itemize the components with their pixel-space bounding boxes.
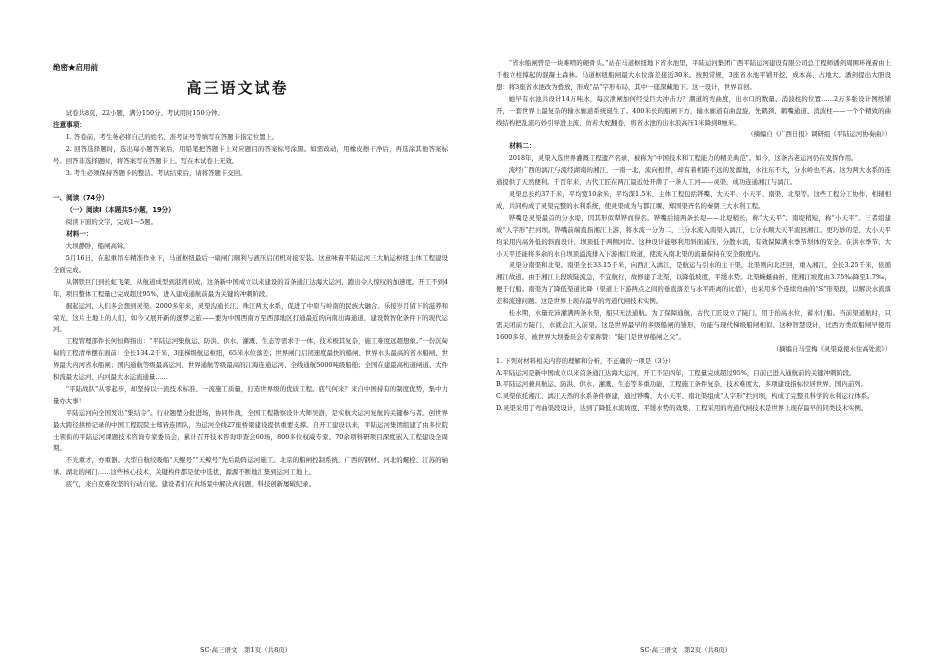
question-stem: 1. 下列对材料相关内容的理解和分析，不正确的一项是（3分） [496,356,675,365]
body-paragraph: 5月16日，在起重吊车精准作业下，马道枢纽最后一扇闸门顺利与液压启闭机对接安装。这意味着平陆运河三大航运枢纽主体工程建设全面完成。 [53,253,448,274]
answer-option [496,379,891,391]
body-paragraph: 从钢铁巨门到长虹飞架，从航道成型到港湾初成，这条新中国成立以来建设的首条通江达海大运河，跑出令人惊叹的加速度。开工不到4年，项目整体工程量已完成超过95%，进入建成通航前最为关键的冲刺阶段。 [53,277,448,298]
note-item: 1. 答卷前，考生务必将自己的姓名、准考证号等填写在答题卡指定位置上。 [65,132,279,141]
page-footer-right: SC·高三语文 第2页（共8页） [640,646,732,654]
instruction: 阅读下面的文字，完成1～5题。 [65,218,158,227]
option-text: 平陆运河是新中国成立以来首条通江达海大运河，开工不足四年，工程量完成超过95%，目前已进入通航前的关键冲刺阶段。 [502,368,856,377]
option-label: B. [496,380,503,389]
option-text: 灵渠采用了弯曲渠段设计，达到了降低水流坡度、平缓水势的效果，工程采用的弯道代闸技术是世界上现存最早的同类技术实例。 [502,404,868,413]
notes-heading: 注意事项： [53,120,86,129]
right-page-column [496,58,891,415]
body-paragraph: 灵渠分南渠和北渠。南渠全长33.15千米，向西汇入漓江，是航运与引水的主干渠。北渠则向北迂回，重入湘江，全长3.25千米，依循湘江故道。由于湘江上段坡陡流急，不宜航行，故修建了北渠，以降低坡度，平缓水势。北渠蜿蜒曲折，使湘江坡度由3.75‰降至1.7‰，便于行船。南渠为了降低渠道比降（渠道上下游两点之间的垂直落差与水平距离的比值），也采用多个连续弯曲的“S”形渠段，以解决水流落差和流速问题。这是世界上现存最早的弯道代闸技术实例。 [496,261,891,306]
body-paragraph: 灵渠总长约37千米，平均宽10余米，平均深1.5米，主体工程包括铧嘴、大天平、小天平、南渠、北渠等。这些工程分工协作，相辅相成，共同构成了灵渠完整的水利系统，使灵渠成为与都江堰、郑国渠齐名的秦朝三大水利工程。 [496,189,891,210]
option-label: A. [496,368,503,377]
subsection-heading: （一）阅读Ⅰ（本题共5小题，19分） [66,206,175,215]
body-paragraph: 流经广西的漓江与流经湖南的湘江，一南一北，流向相背，却有着相距不远的发源地，水往东不大，分水岭也不高。这为两大水系的连通提供了天然便利。千百年来，古代工匠在两江最近处开凿了一条人工河——灵渠，成功连通湘江与漓江。 [496,166,891,187]
body-paragraph: 桂水期，水量充沛灌满两条水渠，船只无法通航。为了保障通航，古代工匠设立了陡门，用于抬高水位，蓄水行船。当前渠道航时，只需关闭前方陡门，水就会汇入前渠。这是世界最早的多级船闸的雏形，功能与现代梯级船闸相似。这种智慧设计，比西方类似船闸早使用1600多年，被世界大坝委员会专家称赞：“陡门是世界船闸之父”。 [496,309,891,341]
body-paragraph: “省水船闸曾是一块难啃的硬骨头。”站在马道枢纽地下省水池里，平陆运河集团广西平陆运河建设有限公司总工程师潘剑周围环视着由上千根立柱撑起的混凝土森林。马道枢纽船闸最大水位落差接近30米。按照常规，3座省水池平铺开挖，成本高、占地大。潘剑提出大胆设想：将3座省水池改为叠放，形成“品”字形布局，其中一座深藏地下。这一设计，世界首创。 [496,59,891,91]
body-paragraph: 她早有水池共设计14万吨水，每次泄闸加何经受巨大冲击力？潮道的弯曲度，出水口的数量、消波柱的位置……2万多张设计图纸铺开，一套世界上最复杂的输水廊道系统诞生了。400米长的船闸下方，输水廊道有曲盘旋，先鹤颈、鹤嘴通道、消波柱——一个个精致的曲线结构把乱流巧妙引导进主流，仿若大蛇翻卷，将省水池的出水浪高压1米降到8厘米。 [496,94,891,127]
page-title: 高三语文试卷 [186,79,289,97]
material1-label: 材料一： [66,230,93,239]
left-page-column [53,108,448,491]
body-paragraph: 铧嘴是灵渠最首的分水堤，因其形似犁铧而得名。铧嘴后接两条长堤——北堤稍长，称“大天平”；南堤稍短，称“小天平”。三者组建成“人字形”拦河坝。铧嘴前端直指湘江上游，将水流一分为二，三分水流入南渠入漓江，七分水顺大天平流回湘江。更巧妙的是，大小天平均采用内高外低的斜面设计，坝顶低于两侧河岸。这种设计能够利用斜面减压，分散水流，有效保障满水季节坝体的安全。在洪水季节，大小天平还能将多余的水自坝顶溢流排入下游湘江故道，使流入南北渠的流量保持在安全限度内。 [496,213,891,258]
body-paragraph: “平陆战队”从零起步，却坚持以一流技术标准、一流施工质量，打造世界级的优质工程。底气何来？来自中国持有的制度优势，集中力量办大事！ [53,384,448,405]
confidential-tag: 绝密★启用前 [53,63,98,72]
section-heading: 一、阅读（74分） [53,194,109,203]
answer-option [496,403,891,415]
body-paragraph: 掘起运河，人们多会想到灵渠。2000多年来，灵渠沟通长江、珠江两大水系，促进了中原与岭南的民族大融合。乐接岁月留下的滋养和荣光，这片土地上的人们，如今又展开新的逐梦之旅——要为中国西南方至西部地区打通最近的向南出海通道，建设数智化条件下的现代运河。 [53,301,448,334]
body-paragraph: 底气，来自克难攻坚的行动自觉。建设者们在真场景中解决真问题，科技创新屡破纪录。 [65,480,316,489]
body-paragraph: 2018年，灵渠入选世界灌溉工程遗产名录，被称为“中国技术和工程能力的精美典范”。如今，这条古老运河仍在发挥作用。 [508,154,858,163]
option-text: 灵渠依托湘江、漓江天然的水系条件修建，通过铧嘴、大小天平、南北渠组成“人字形”拦河坝，构成了完整且科学的水利运行体系。 [502,392,874,401]
body-paragraph: 不光重才，亦重器。大型自航绞吸船“天鲲号”“天鲸号”先后助阵运河施工。北京的船闸控制系统、广西的钢材、河北的螺栓、江苏的轴承、湖北的闸门……这些核心技术、关键构件都是优中选优，源源不断地汇集到运河工地上。 [53,456,448,477]
option-text: 平陆运河兼具航运、防洪、供水、灌溉、生态等多重功能，工程施工条件复杂，技术难度大，多项建设指标位居世界、国内前列。 [502,380,867,389]
note-item: 2. 回答选择题时，选出每小题答案后，用铅笔把答题卡上对应题目的答案标号涂黑。如需改动，用橡皮擦干净后，再选涂其他答案标号。回答非选择题时，将答案写在答题卡上。写在本试卷上无效。 [53,144,448,165]
body-paragraph: 工程管理部件长何恒辉指出：“平陆运河集航运、防洪、供水、灌溉、生态等需求于一体，技术极其复杂，施工难度远超想象。”一份沉甸甸的工程清单摆在面前：全长134.2千米，3座梯级航运枢纽，65米水位落差；世界闸门启闭速度最快的船闸、世界水头最高的省水船闸、世界最大内河省水船闸；国内通航等级最高运河、世界通航等级最高的江海连通运河、全线通航5000吨级船舶；全国在建最高桁道闸道、大件积流最大运河、内河最大水运流通量…… [53,337,448,382]
body-paragraph: 平陆运河向全国发出“集结令”。行业翘楚分批进场，协同作战，全国工程勘察设计大师吴澍，是实航大运河复航的关键参与者。创世界最大跨径拱桥记录的中国工程院院士郑皆连团队，为运河全线27座桥梁建设提供重要支撑。自开工建设以来，平陆运河集团组建了由多位院士领衔的平陆运河课题技术咨询专家委员会，累计召开技术咨询审查会60场，800多位权威专家、70余项科研项目深度嵌入工程建设全周期。 [53,408,448,453]
option-label: C. [496,392,503,401]
option-label: D. [496,404,503,413]
answer-option [496,368,891,380]
material2-label: 材料二： [509,142,536,151]
exam-info: 试卷共8页，22小题，满分150分。考试用时150分钟。 [65,109,224,117]
note-item: 3. 考生必须保持答题卡的整洁。考试结束后，请将答题卡交回。 [65,168,247,177]
answer-option [496,391,891,403]
material1-title: 大坝静卧，船闸高耸。 [65,242,130,251]
source-citation: （摘编自《广西日报》调研组《平陆运河协奏曲》） [747,130,891,139]
source-citation: （摘编自马莹梅《灵渠竟使水往高处流》） [772,344,891,353]
page-footer-left: SC·高三语文 第1页（共8页） [200,646,292,654]
